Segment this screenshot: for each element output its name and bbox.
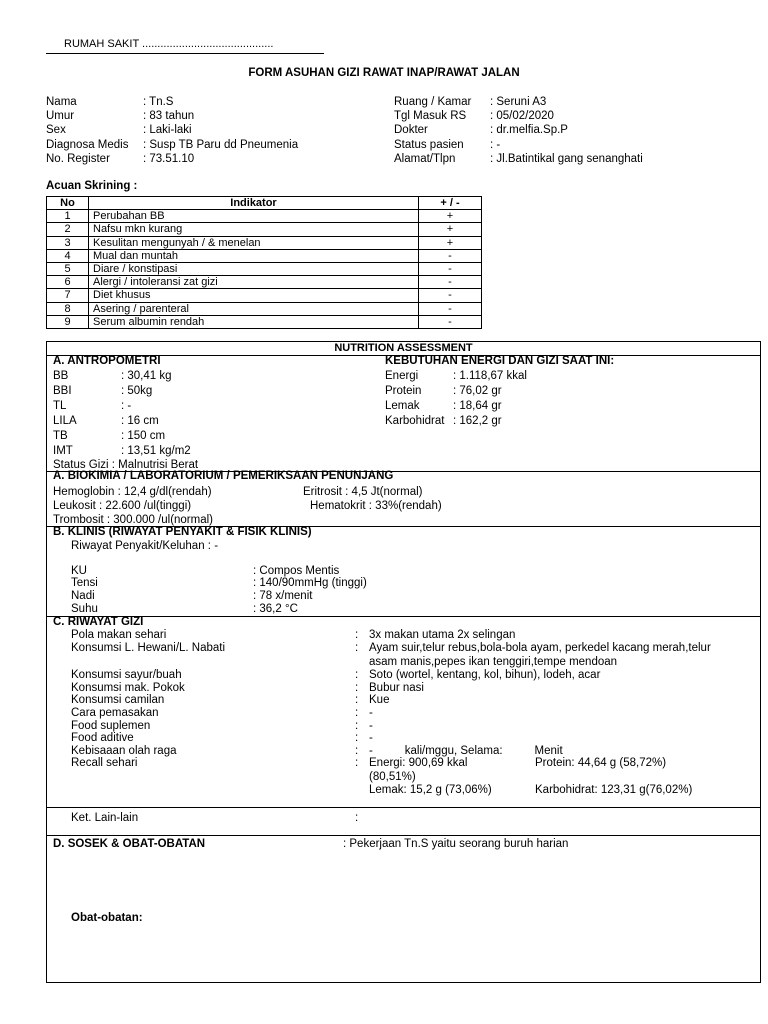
patient-value: : Laki-laki bbox=[143, 124, 192, 136]
gizi-label: Pola makan sehari bbox=[71, 629, 167, 641]
needs-label: Energi bbox=[385, 370, 419, 382]
klinis-value: : 78 x/menit bbox=[253, 590, 313, 602]
patient-value: : Jl.Batintikal gang senanghati bbox=[490, 153, 643, 165]
table-cell: 7 bbox=[47, 289, 89, 302]
antro-value: : - bbox=[121, 400, 132, 412]
gizi-value: Bubur nasi bbox=[369, 682, 424, 694]
ket-lain-label: Ket. Lain-lain bbox=[71, 812, 139, 824]
table-cell: - bbox=[419, 276, 482, 289]
sosek-value: : Pekerjaan Tn.S yaitu seorang buruh harian bbox=[343, 838, 569, 850]
table-row bbox=[47, 223, 482, 236]
antro-value: : 30,41 kg bbox=[121, 370, 172, 382]
klinis-value: : 140/90mmHg (tinggi) bbox=[253, 577, 367, 589]
table-row bbox=[47, 289, 482, 302]
table-cell: + bbox=[419, 236, 482, 249]
biokimia-title: A. BIOKIMIA / LABORATORIUM / PEMERIKSAAN PENUNJANG bbox=[53, 470, 394, 482]
divider bbox=[47, 835, 760, 836]
klinis-label: Nadi bbox=[71, 590, 95, 602]
gizi-label: Food suplemen bbox=[71, 720, 151, 732]
table-cell: Serum albumin rendah bbox=[89, 315, 419, 328]
recall-karbohidrat: Karbohidrat: 123,31 g(76,02%) bbox=[535, 784, 693, 796]
gizi-colon: : bbox=[355, 720, 359, 732]
gizi-value: - kali/mggu, Selama: Menit bbox=[369, 745, 563, 757]
gizi-label: Recall sehari bbox=[71, 757, 138, 769]
antro-value: : 13,51 kg/m2 bbox=[121, 445, 191, 457]
needs-value: : 76,02 gr bbox=[453, 385, 502, 397]
klinis-label: Tensi bbox=[71, 577, 98, 589]
hospital-name: RUMAH SAKIT ........................................... bbox=[64, 38, 274, 50]
table-cell: 8 bbox=[47, 302, 89, 315]
patient-value: : 83 tahun bbox=[143, 110, 195, 122]
patient-value: : Tn.S bbox=[143, 96, 174, 108]
klinis-label: KU bbox=[71, 565, 87, 577]
table-cell: Asering / parenteral bbox=[89, 302, 419, 315]
gizi-colon: : bbox=[355, 669, 359, 681]
antro-value: : 16 cm bbox=[121, 415, 159, 427]
table-cell: 4 bbox=[47, 249, 89, 262]
patient-label: Umur bbox=[46, 110, 75, 122]
table-header-row bbox=[47, 197, 482, 210]
gizi-colon: : bbox=[355, 682, 359, 694]
patient-value: : dr.melfia.Sp.P bbox=[490, 124, 568, 136]
gizi-value: Kue bbox=[369, 694, 390, 706]
needs-value: : 162,2 gr bbox=[453, 415, 502, 427]
antro-label: BBI bbox=[53, 385, 72, 397]
recall-lemak: Lemak: 15,2 g (73,06%) bbox=[369, 784, 492, 796]
gizi-label: Konsumsi sayur/buah bbox=[71, 669, 182, 681]
riwayat-penyakit: Riwayat Penyakit/Keluhan : - bbox=[71, 540, 219, 552]
table-cell: Alergi / intoleransi zat gizi bbox=[89, 276, 419, 289]
table-cell: + bbox=[419, 223, 482, 236]
antro-label: LILA bbox=[53, 415, 77, 427]
table-cell: - bbox=[419, 315, 482, 328]
gizi-label: Konsumsi camilan bbox=[71, 694, 165, 706]
gizi-value: - bbox=[369, 732, 373, 744]
ket-lain-colon: : bbox=[355, 812, 359, 824]
gizi-label: Konsumsi mak. Pokok bbox=[71, 682, 185, 694]
gizi-colon: : bbox=[355, 629, 359, 641]
divider bbox=[47, 616, 760, 617]
gizi-value: 3x makan utama 2x selingan bbox=[369, 629, 516, 641]
gizi-value: Ayam suir,telur rebus,bola-bola ayam, perkedel kacang merah,telur bbox=[369, 642, 711, 654]
gizi-value-continued: asam manis,pepes ikan tenggiri,tempe mendoan bbox=[369, 656, 618, 668]
column-header: + / - bbox=[419, 197, 482, 210]
klinis-value: : Compos Mentis bbox=[253, 565, 340, 577]
recall-energi-percent: (80,51%) bbox=[369, 771, 416, 783]
gizi-value: - bbox=[369, 707, 373, 719]
table-cell: 9 bbox=[47, 315, 89, 328]
table-cell: Diare / konstipasi bbox=[89, 262, 419, 275]
table-cell: Perubahan BB bbox=[89, 210, 419, 223]
needs-value: : 18,64 gr bbox=[453, 400, 502, 412]
lab-eritrosit: Eritrosit : 4,5 Jt(normal) bbox=[303, 486, 423, 498]
lab-trombosit: Trombosit : 300.000 /ul(normal) bbox=[53, 514, 214, 526]
needs-value: : 1.118,67 kkal bbox=[453, 370, 527, 382]
table-cell: 2 bbox=[47, 223, 89, 236]
patient-value: : - bbox=[490, 139, 501, 151]
gizi-colon: : bbox=[355, 707, 359, 719]
lab-hematokrit: Hematokrit : 33%(rendah) bbox=[310, 500, 442, 512]
lab-leukosit: Leukosit : 22.600 /ul(tinggi) bbox=[53, 500, 192, 512]
patient-label: Alamat/Tlpn bbox=[394, 153, 456, 165]
gizi-value: Soto (wortel, kentang, kol, bihun), lodeh, acar bbox=[369, 669, 601, 681]
header-underline bbox=[46, 53, 324, 54]
gizi-label: Konsumsi L. Hewani/L. Nabati bbox=[71, 642, 226, 654]
table-cell: 5 bbox=[47, 262, 89, 275]
antro-label: TB bbox=[53, 430, 68, 442]
recall-protein: Protein: 44,64 g (58,72%) bbox=[535, 757, 667, 769]
patient-label: Nama bbox=[46, 96, 77, 108]
table-cell: - bbox=[419, 302, 482, 315]
gizi-colon: : bbox=[355, 745, 359, 757]
antro-label: TL bbox=[53, 400, 67, 412]
table-cell: Kesulitan mengunyah / & menelan bbox=[89, 236, 419, 249]
patient-label: Tgl Masuk RS bbox=[394, 110, 467, 122]
table-cell: + bbox=[419, 210, 482, 223]
gizi-colon: : bbox=[355, 757, 359, 769]
table-row bbox=[47, 249, 482, 262]
table-row bbox=[47, 262, 482, 275]
obat-label: Obat-obatan: bbox=[71, 912, 143, 924]
antro-label: BB bbox=[53, 370, 69, 382]
patient-label: No. Register bbox=[46, 153, 110, 165]
sosek-title: D. SOSEK & OBAT-OBATAN bbox=[53, 838, 206, 850]
gizi-label: Cara pemasakan bbox=[71, 707, 159, 719]
table-cell: Diet khusus bbox=[89, 289, 419, 302]
needs-label: Protein bbox=[385, 385, 422, 397]
patient-value: : Susp TB Paru dd Pneumenia bbox=[143, 139, 299, 151]
klinis-label: Suhu bbox=[71, 603, 98, 615]
nutrition-assessment-box bbox=[46, 341, 761, 983]
patient-label: Sex bbox=[46, 124, 66, 136]
table-cell: 1 bbox=[47, 210, 89, 223]
column-header: Indikator bbox=[89, 197, 419, 210]
gizi-label: Food aditive bbox=[71, 732, 134, 744]
gizi-colon: : bbox=[355, 732, 359, 744]
table-cell: 3 bbox=[47, 236, 89, 249]
table-cell: - bbox=[419, 289, 482, 302]
patient-value: : 73.51.10 bbox=[143, 153, 195, 165]
needs-label: Lemak bbox=[385, 400, 420, 412]
assessment-title: NUTRITION ASSESSMENT bbox=[334, 342, 473, 354]
gizi-colon: : bbox=[355, 694, 359, 706]
status-gizi: Status Gizi : Malnutrisi Berat bbox=[53, 459, 199, 471]
form-title: FORM ASUHAN GIZI RAWAT INAP/RAWAT JALAN bbox=[248, 67, 520, 79]
table-cell: - bbox=[419, 262, 482, 275]
klinis-title: B. KLINIS (RIWAYAT PENYAKIT & FISIK KLINIS) bbox=[53, 526, 312, 538]
needs-label: Karbohidrat bbox=[385, 415, 445, 427]
recall-energi: Energi: 900,69 kkal bbox=[369, 757, 468, 769]
table-cell: 6 bbox=[47, 276, 89, 289]
lab-hemoglobin: Hemoglobin : 12,4 g/dl(rendah) bbox=[53, 486, 212, 498]
table-row bbox=[47, 210, 482, 223]
patient-label: Status pasien bbox=[394, 139, 464, 151]
gizi-label: Kebisaaan olah raga bbox=[71, 745, 177, 757]
patient-value: : 05/02/2020 bbox=[490, 110, 554, 122]
antro-label: IMT bbox=[53, 445, 73, 457]
table-row bbox=[47, 276, 482, 289]
patient-value: : Seruni A3 bbox=[490, 96, 547, 108]
antro-value: : 50kg bbox=[121, 385, 153, 397]
screening-table bbox=[46, 196, 482, 329]
divider bbox=[47, 807, 760, 808]
patient-label: Ruang / Kamar bbox=[394, 96, 472, 108]
table-row bbox=[47, 236, 482, 249]
needs-title: KEBUTUHAN ENERGI DAN GIZI SAAT INI: bbox=[385, 355, 615, 367]
patient-label: Diagnosa Medis bbox=[46, 139, 129, 151]
table-cell: Nafsu mkn kurang bbox=[89, 223, 419, 236]
gizi-value: - bbox=[369, 720, 373, 732]
gizi-title: C. RIWAYAT GIZI bbox=[53, 616, 144, 628]
antro-value: : 150 cm bbox=[121, 430, 166, 442]
gizi-colon: : bbox=[355, 642, 359, 654]
column-header: No bbox=[47, 197, 89, 210]
antropometri-title: A. ANTROPOMETRI bbox=[53, 355, 161, 367]
patient-label: Dokter bbox=[394, 124, 428, 136]
table-cell: Mual dan muntah bbox=[89, 249, 419, 262]
klinis-value: : 36,2 °C bbox=[253, 603, 298, 615]
table-cell: - bbox=[419, 249, 482, 262]
table-row bbox=[47, 302, 482, 315]
screening-title: Acuan Skrining : bbox=[46, 180, 138, 192]
table-row bbox=[47, 315, 482, 328]
